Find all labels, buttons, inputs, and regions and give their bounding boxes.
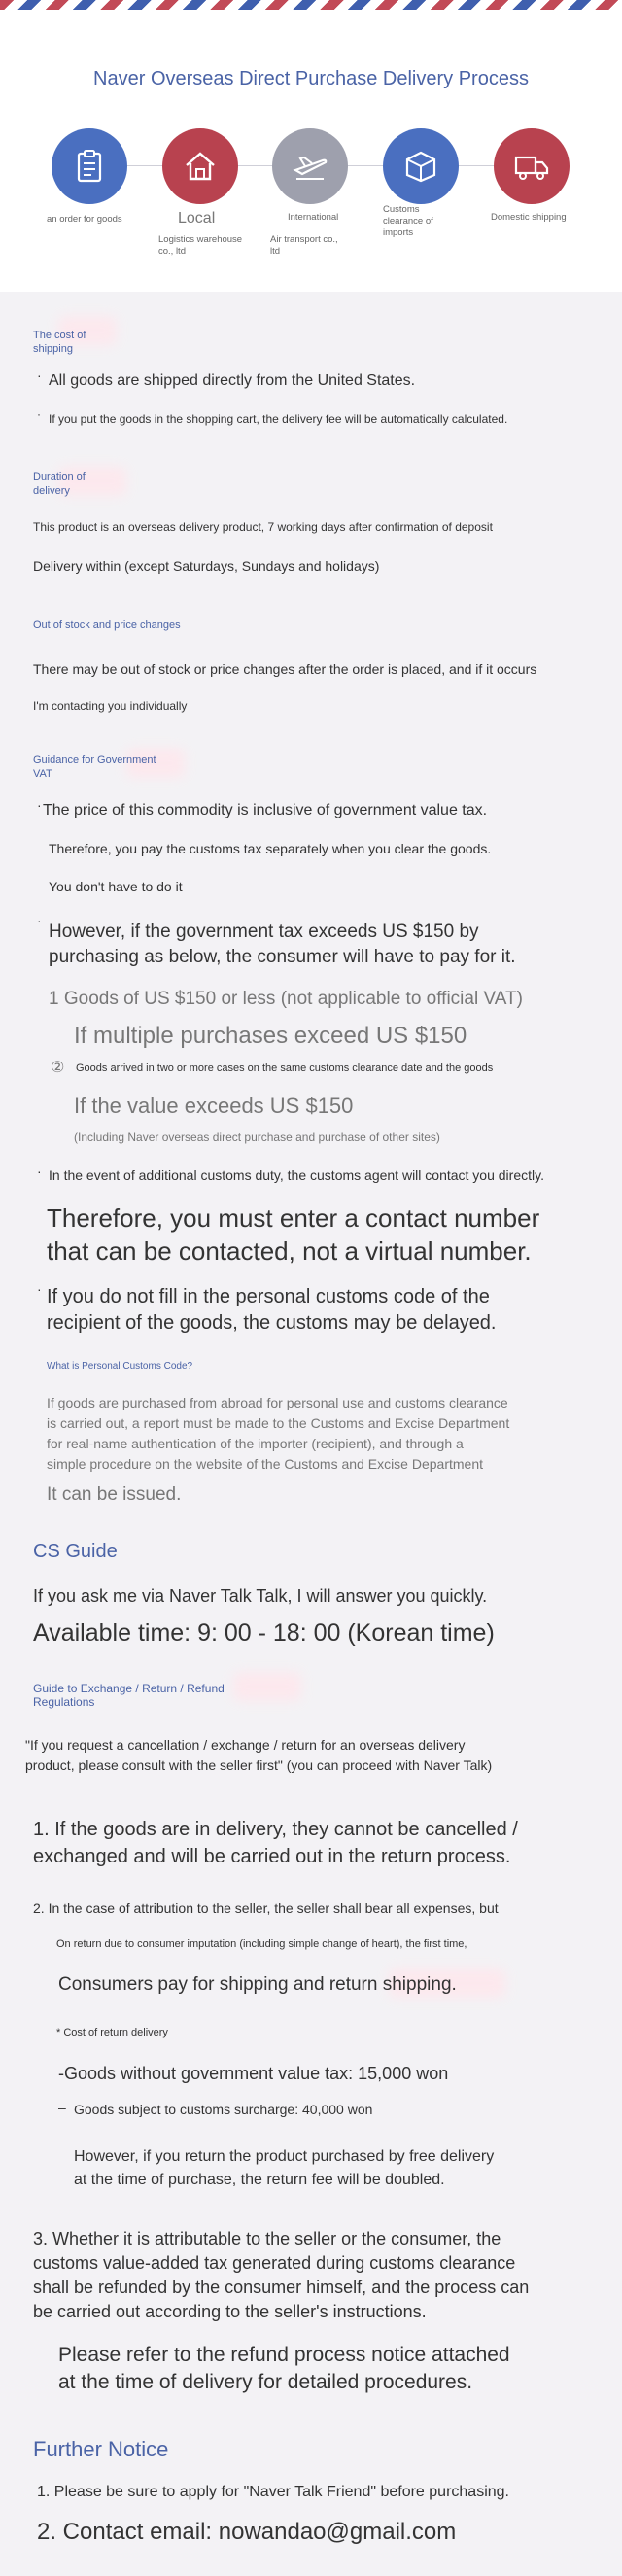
further-note-2: 2. Contact email: nowandao@gmail.com [37,2519,457,2545]
pcc-line-3: for real-name authentication of the importer (recipient), and through a [47,1436,464,1451]
vat-line-6b: that can be contacted, not a virtual number. [47,1236,532,1266]
step-label-local: Local [178,210,216,226]
exchange-quote-1: "If you request a cancellation / exchange / return for an overseas delivery [25,1737,466,1753]
exchange-p2b: On return due to consumer imputation (including simple change of heart), the first time, [56,1938,467,1950]
process-title: Naver Overseas Direct Purchase Delivery Process [93,68,529,89]
shipping-line-2: If you put the goods in the shopping cart, the delivery fee will be automatically calculated. [49,412,508,426]
vat-item-2b: If the value exceeds US $150 [74,1094,354,1118]
duration-line-1: This product is an overseas delivery product, 7 working days after confirmation of deposit [33,520,493,534]
refund-line-1: Please refer to the refund process notice attached [58,2344,510,2366]
bullet-dot: · [37,367,42,383]
vat-line-4b: purchasing as below, the consumer will have to pay for it. [49,947,516,967]
truck-icon [512,147,551,186]
shipping-line-1: All goods are shipped directly from the United States. [49,372,416,389]
dash-mark: – [58,2100,66,2115]
vat-line-1: The price of this commodity is inclusive of government value tax. [43,802,488,818]
exchange-p3b: customs value-added tax generated during customs clearance [33,2253,516,2273]
vat-line-7a: If you do not fill in the personal customs code of the [47,1286,490,1307]
vat-line-6a: Therefore, you must enter a contact number [47,1203,540,1233]
step-order [52,128,127,204]
vat-item-1: 1 Goods of US $150 or less (not applicable to official VAT) [49,989,523,1009]
section-heading-cs: CS Guide [33,1541,118,1562]
cs-line-1: If you ask me via Naver Talk Talk, I will answer you quickly. [33,1586,488,1606]
step-international [272,128,348,204]
pcc-line-2: is carried out, a report must be made to the Customs and Excise Department [47,1415,510,1431]
house-icon [181,147,220,186]
section-heading-exchange: Guide to Exchange / Return / Refund Regulations [33,1682,225,1709]
delivery-process-header [0,10,622,292]
section-heading-shipping-cost: The cost of shipping [33,330,86,355]
exchange-p2c: Consumers pay for shipping and return shipping. [58,1974,457,1995]
exchange-p1a: 1. If the goods are in delivery, they cannot be cancelled / [33,1819,518,1840]
airmail-border [0,0,622,10]
vat-line-7b: recipient of the goods, the customs may be delayed. [47,1312,497,1334]
exchange-p2: 2. In the case of attribution to the seller, the seller shall bear all expenses, but [33,1900,499,1916]
refund-line-2: at the time of delivery for detailed procedures. [58,2371,473,2393]
step-label-international: International [288,212,339,223]
bullet-dot: · [37,1281,42,1297]
vat-line-2: Therefore, you pay the customs tax separately when you clear the goods. [49,841,492,856]
section-heading-vat: Guidance for Government VAT [33,754,156,780]
exchange-p1b: exchanged and will be carried out in the return process. [33,1846,511,1867]
free-line-2: at the time of purchase, the return fee will be doubled. [74,2172,445,2188]
vat-line-3: You don't have to do it [49,879,183,894]
section-heading-stock: Out of stock and price changes [33,619,181,631]
step-customs [383,128,459,204]
step-sublabel-international: Air transport co., ltd [270,234,338,257]
exchange-p3c: shall be refunded by the consumer himself, and the process can [33,2278,530,2297]
airplane-icon [291,147,329,186]
duration-line-2: Delivery within (except Saturdays, Sundays and holidays) [33,558,380,574]
step-local [162,128,238,204]
cost-heading: * Cost of return delivery [56,2027,168,2038]
step-label-domestic: Domestic shipping [491,212,567,223]
stock-line-2: I'm contacting you individually [33,699,188,713]
free-line-1: However, if you return the product purchased by free delivery [74,2148,495,2165]
vat-item-2c: (Including Naver overseas direct purchase and purchase of other sites) [74,1131,440,1144]
step-domestic [494,128,570,204]
exchange-quote-2: product, please consult with the seller first" (you can proceed with Naver Talk) [25,1758,493,1773]
exchange-p3a: 3. Whether it is attributable to the seller or the consumer, the [33,2229,501,2248]
pcc-line-4: simple procedure on the website of the Customs and Excise Department [47,1456,484,1472]
exchange-p3d: be carried out according to the seller's instructions. [33,2302,427,2321]
cost-line-1: -Goods without government value tax: 15,000 won [58,2064,449,2083]
pcc-line-5: It can be issued. [47,1484,182,1505]
box-icon [401,147,440,186]
cs-line-2: Available time: 9: 00 - 18: 00 (Korean time) [33,1619,495,1647]
step-sublabel-local: Logistics warehouse co., ltd [158,234,243,257]
vat-line-4a: However, if the government tax exceeds US $150 by [49,922,479,942]
stock-line-1: There may be out of stock or price changes after the order is placed, and if it occurs [33,661,537,677]
bullet-dot: · [37,1164,42,1179]
bullet-dot: · [37,407,41,421]
step-label-order: an order for goods [47,214,122,225]
section-heading-duration: Duration of delivery [33,471,86,497]
circled-two-icon: ② [51,1060,65,1076]
bullet-dot: · [37,797,42,813]
bullet-dot: · [37,913,42,928]
clipboard-icon [70,147,109,186]
cost-line-2: Goods subject to customs surcharge: 40,000 won [74,2102,373,2117]
further-note-1: 1. Please be sure to apply for "Naver Talk Friend" before purchasing. [37,2484,509,2500]
step-label-customs: Customs clearance of imports [383,204,433,238]
vat-item-2: Goods arrived in two or more cases on the same customs clearance date and the goods [76,1062,494,1074]
pcc-line-1: If goods are purchased from abroad for personal use and customs clearance [47,1395,508,1410]
section-heading-further: Further Notice [33,2437,169,2461]
pcc-heading: What is Personal Customs Code? [47,1361,193,1372]
vat-line-5: In the event of additional customs duty, the customs agent will contact you directly. [49,1167,544,1183]
vat-item-1b: If multiple purchases exceed US $150 [74,1023,467,1049]
